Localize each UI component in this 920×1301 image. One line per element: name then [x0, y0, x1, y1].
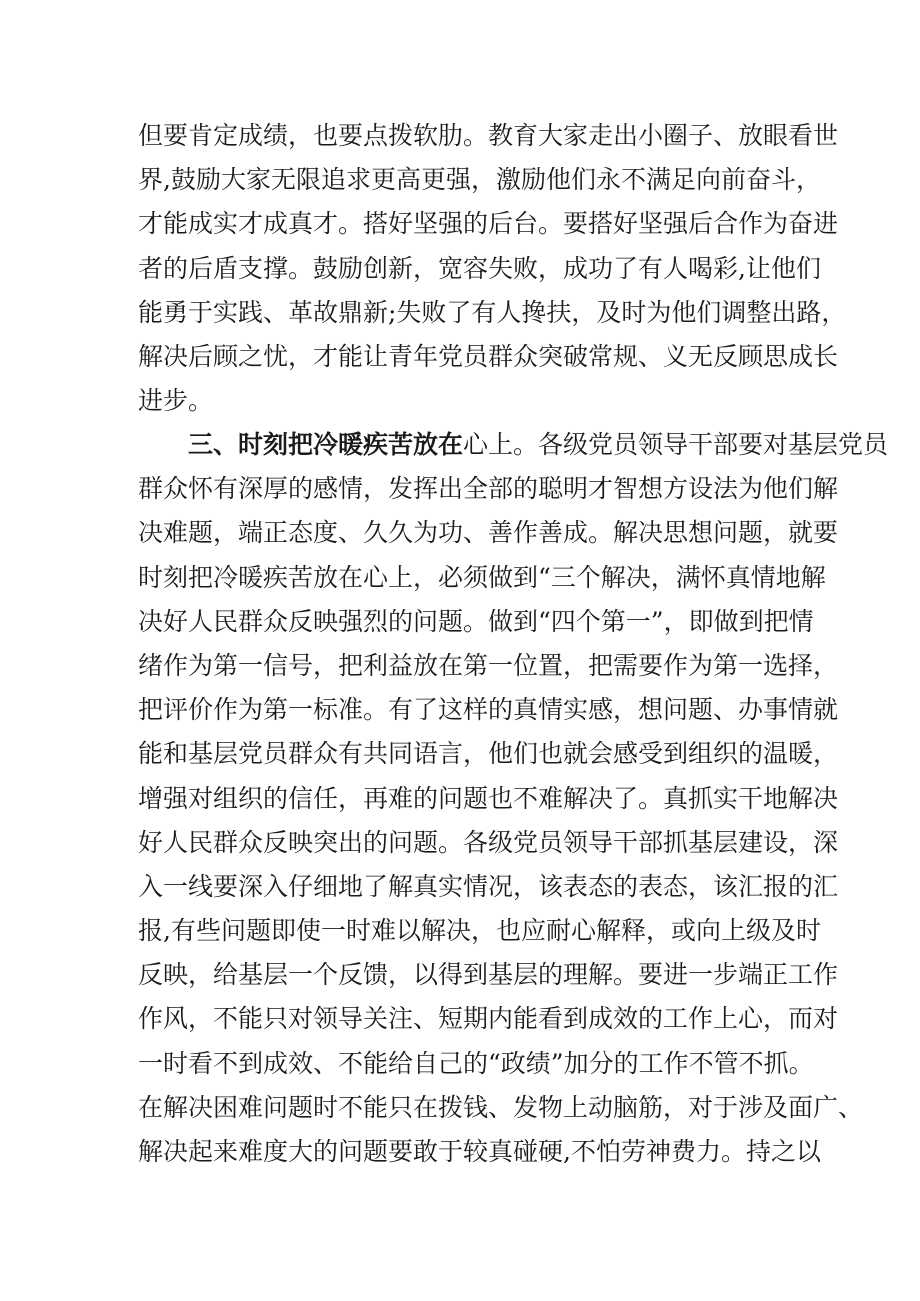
- text-line: 群众怀有深厚的感情，发挥出全部的聪明才智想方设法为他们解: [138, 474, 839, 504]
- text-line: 能勇于实践、革故鼎新;失败了有人搀扶，及时为他们调整出路，: [138, 297, 847, 327]
- text-line: 把评价作为第一标准。有了这样的真情实感，想问题、办事情就: [138, 695, 839, 725]
- text-line: 一时看不到成效、不能给自己的“政绩”加分的工作不管不抓。: [138, 1048, 814, 1078]
- text-line: 者的后盾支撑。鼓励创新，宽容失败，成功了有人喝彩,让他们: [138, 253, 821, 283]
- text-line: 好人民群众反映突出的问题。各级党员领导干部抓基层建设，深: [138, 827, 839, 857]
- text-line: 能和基层党员群众有共同语言，他们也就会感受到组织的温暖，: [138, 739, 839, 769]
- paragraph-first-line: [138, 423, 889, 467]
- text-line: 报,有些问题即使一时难以解决，也应耐心解释，或向上级及时: [138, 916, 821, 946]
- text-line: 解决后顾之忧，才能让青年党员群众突破常规、义无反顾思成长: [138, 341, 839, 371]
- paragraph-2: [138, 423, 889, 1174]
- text-line: 进步。: [138, 386, 214, 416]
- text-line: 决难题，端正态度、久久为功、善作善成。解决思想问题，就要: [138, 518, 839, 548]
- text-line: 反映，给基层一个反馈，以得到基层的理解。要进一步端正工作: [138, 960, 839, 990]
- section-heading: 三、时刻把冷暖疾苦放在: [188, 430, 464, 459]
- text-line: 决好人民群众反映强烈的问题。做到“四个第一”，即做到把情: [138, 606, 814, 636]
- text-line: 才能成实才成真才。搭好坚强的后台。要搭好坚强后合作为奋进: [138, 209, 839, 239]
- paragraph-1: [138, 114, 847, 423]
- text-line: 作风，不能只对领导关注、短期内能看到成效的工作上心，而对: [138, 1004, 839, 1034]
- first-line-text: 心上。各级党员领导干部要对基层党员: [463, 430, 889, 459]
- text-line: 但要肯定成绩，也要点拨软肋。教育大家走出小圈子、放眼看世: [138, 121, 839, 150]
- text-line: 绪作为第一信号，把利益放在第一位置，把需要作为第一选择，: [138, 650, 839, 680]
- text-line: 入一线要深入仔细地了解真实情况，该表态的表态，该汇报的汇: [138, 871, 839, 901]
- text-line: 在解决困难问题时不能只在拨钱、发物上动脑筋，对于涉及面广、: [138, 1092, 864, 1122]
- text-line: 解决起来难度大的问题要敢于较真碰硬,不怕劳神费力。持之以: [138, 1137, 821, 1166]
- text-line: 界,鼓励大家无限追求更高更强，激励他们永不满足向前奋斗，: [138, 165, 821, 195]
- text-line: 增强对组织的信任，再难的问题也不难解决了。真抓实干地解决: [138, 783, 839, 813]
- text-line: 时刻把冷暖疾苦放在心上，必须做到“三个解决，满怀真情地解: [138, 562, 826, 592]
